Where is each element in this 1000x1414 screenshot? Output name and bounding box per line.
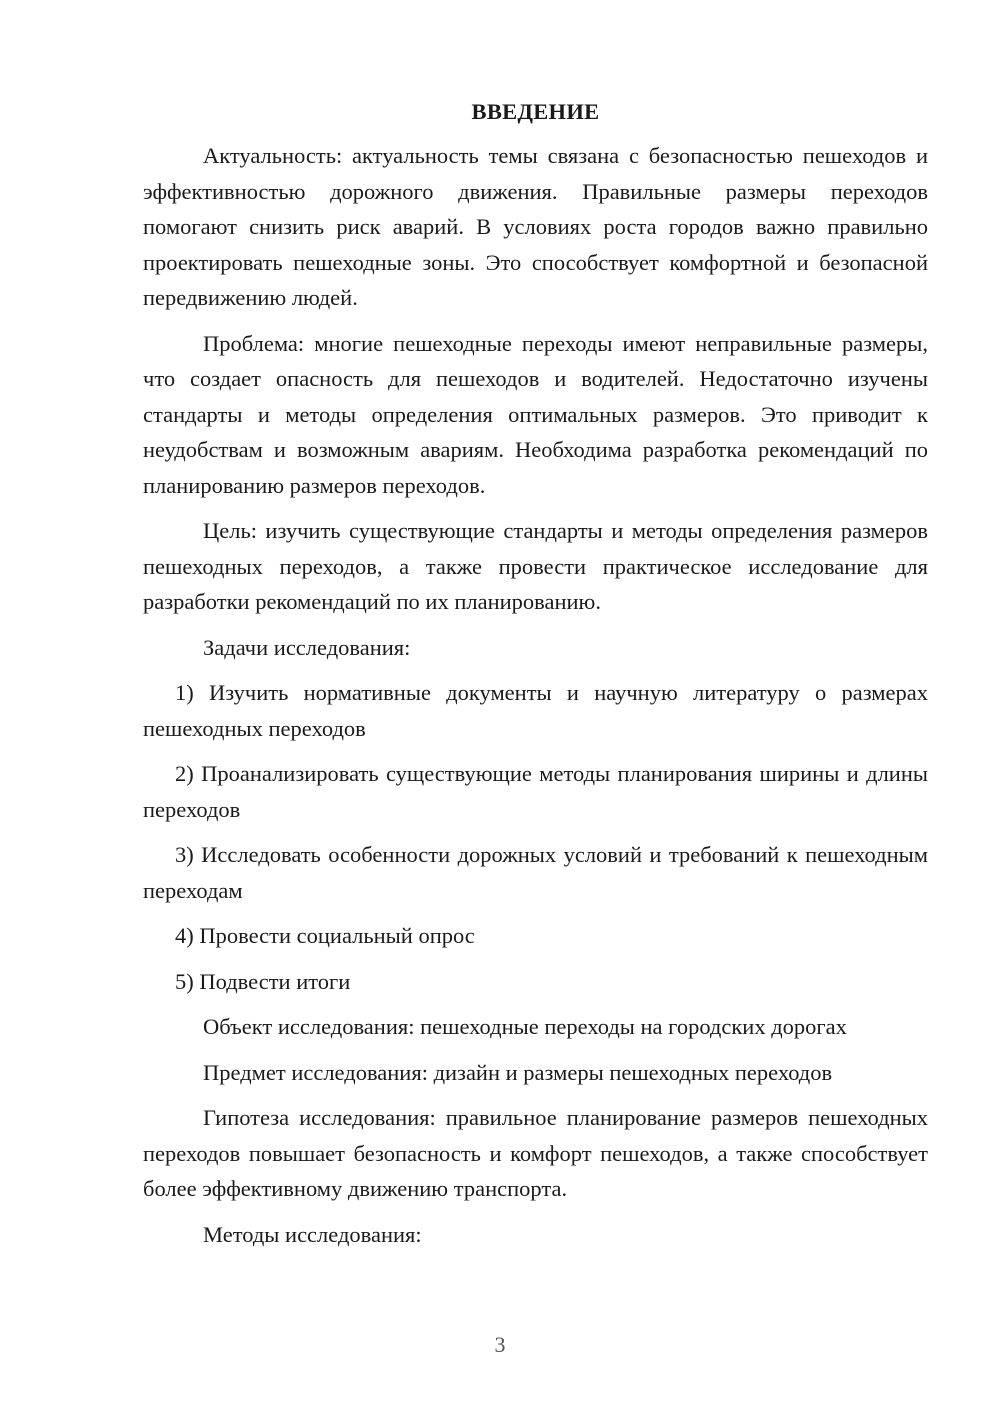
task-item: 5) Подвести итоги xyxy=(175,968,351,994)
hypothesis-paragraph: Гипотеза исследования: правильное планирование размеров пешеходных переходов повышает безопасность и комфорт пешеходов, а также способствует более эффективному движению транспорта. xyxy=(143,1105,928,1201)
methods-heading: Методы исследования: xyxy=(203,1221,422,1247)
task-item: 4) Провести социальный опрос xyxy=(175,923,475,948)
document-page xyxy=(143,96,928,1262)
task-item: 2) Проанализировать существующие методы планирования ширины и длины переходов xyxy=(143,761,928,822)
object-paragraph: Объект исследования: пешеходные переходы на городских дорогах xyxy=(203,1014,847,1039)
problem-paragraph: Проблема: многие пешеходные переходы имеют неправильные размеры, что создает опасность для пешеходов и водителей. Недостаточно изучены стандарты и методы определения оптимальных размеров. Это приводит к неудобствам и возможным авариям. Необходима разработка рекомендаций по планированию размеров переходов. xyxy=(143,330,928,498)
task-item: 3) Исследовать особенности дорожных условий и требований к пешеходным переходам xyxy=(143,842,928,903)
tasks-list xyxy=(143,675,928,999)
task-item: 1) Изучить нормативные документы и научную литературу о размерах пешеходных переходов xyxy=(143,680,928,741)
page-number: 3 xyxy=(494,1332,506,1357)
section-title: ВВЕДЕНИЕ xyxy=(471,99,600,124)
relevance-paragraph: Актуальность: актуальность темы связана с безопасностью пешеходов и эффективностью дорожного движения. Правильные размеры переходов помогают снизить риск аварий. В условиях роста городов важно правильно проектировать пешеходные зоны. Это способствует комфортной и безопасной передвижению людей. xyxy=(143,143,928,310)
goal-paragraph: Цель: изучить существующие стандарты и методы определения размеров пешеходных переходов, а также провести практическое исследование для разработки рекомендаций по их планированию. xyxy=(143,518,928,614)
subject-paragraph: Предмет исследования: дизайн и размеры пешеходных переходов xyxy=(203,1059,833,1085)
tasks-heading: Задачи исследования: xyxy=(203,634,411,660)
